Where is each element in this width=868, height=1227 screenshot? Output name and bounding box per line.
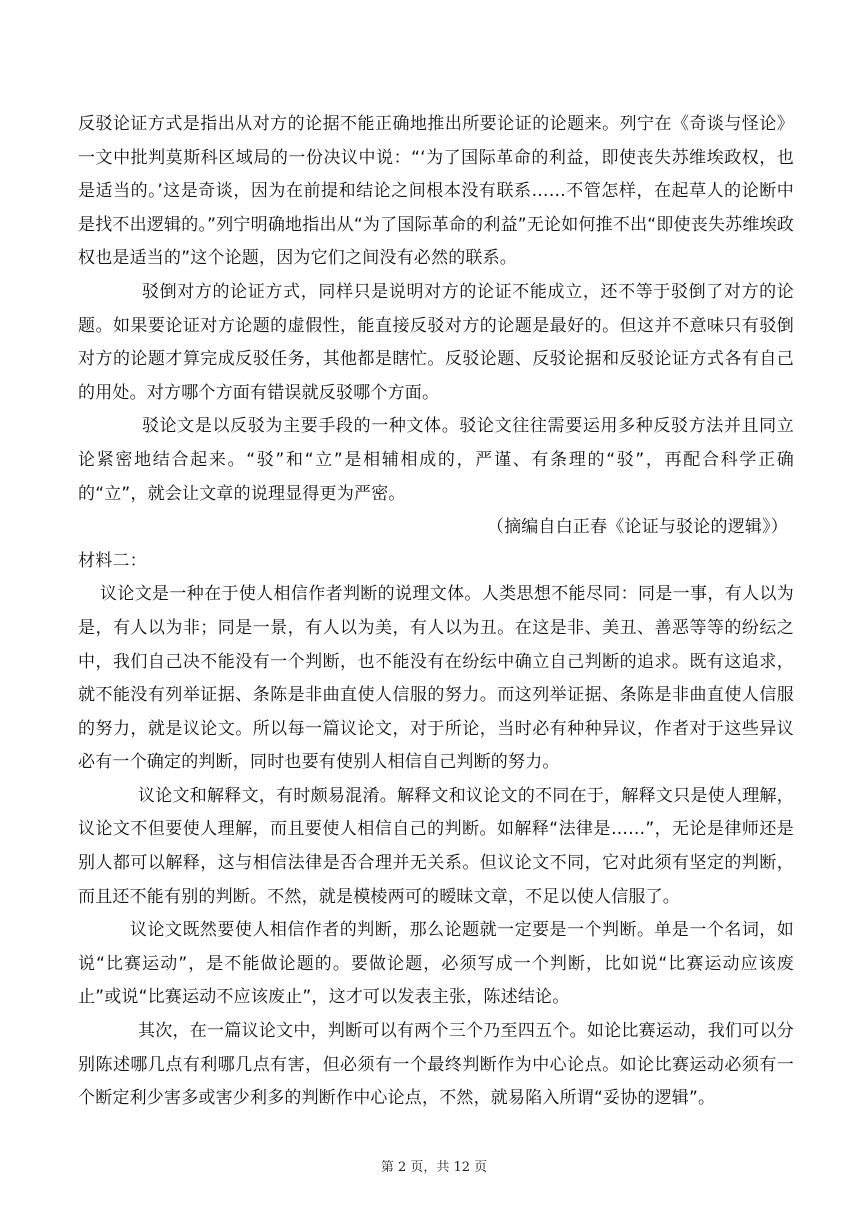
paragraph-refutation-essay: 驳论文是以反驳为主要手段的一种文体。驳论文往往需要运用多种反驳方法并且同立论紧密地结合起来。“驳”和“立”是相辅相成的，严谨、有条理的“驳”，再配合科学正确的“立”，就会让文章的说理显得更为严密。 [78,416,794,504]
paragraph-argumentative-essay: 议论文是一种在于使人相信作者判断的说理文体。人类思想不能尽同：同是一事，有人以为是，有人以为非；同是一景，有人以为美，有人以为丑。在这是非、美丑、善恶等等的纷纭之中，我们自己决不能没有一个判断，也不能没有在纷纭中确立自己判断的追求。既有这追求，就不能没有列举证据、条陈是非曲直使人信服的努力。而这列举证据、条陈是非曲直使人信服的努力，就是议论文。所以每一篇议论文，对于所论，当时必有种种异议，作者对于这些异议必有一个确定的判断，同时也要有使别人相信自己判断的努力。 [78,584,794,773]
source-citation: （摘编自白正春《论证与驳论的逻辑》） [486,517,788,538]
paragraph-central-argument: 其次，在一篇议论文中，判断可以有两个三个乃至四五个。如论比赛运动，我们可以分别陈述哪几点有利哪几点有害，但必须有一个最终判断作为中心论点。如论比赛运动必须有一个断定利少害多或害少利多的判断作中心论点，不然，就易陷入所谓“妥协的逻辑”。 [78,1021,794,1109]
paragraph-refute-thesis: 驳倒对方的论证方式，同样只是说明对方的论证不能成立，还不等于驳倒了对方的论题。如果要论证对方论题的虚假性，能直接反驳对方的论题是最好的。但这并不意味只有驳倒对方的论题才算完成反驳任务，其他都是瞎忙。反驳论题、反驳论据和反驳论证方式各有自己的用处。对方哪个方面有错误就反驳哪个方面。 [78,281,794,403]
document-body [78,108,794,1116]
material-two-heading: 材料二： [78,550,147,571]
paragraph-thesis-as-judgment: 议论文既然要使人相信作者的判断，那么论题就一定要是一个判断。单是一个名词，如说“比赛运动”，是不能做论题的。要做论题，必须写成一个判断，比如说“比赛运动应该废止”或说“比赛运动不应该废止”，这才可以发表主张，陈述结论。 [78,920,794,1008]
paragraph-essay-vs-explanation: 议论文和解释文，有时颇易混淆。解释文和议论文的不同在于，解释文只是使人理解，议论文不但要使人理解，而且要使人相信自己的判断。如解释“法律是……”，无论是律师还是别人都可以解释，这与相信法律是否合理并无关系。但议论文不同，它对此须有坚定的判断，而且还不能有别的判断。不然，就是模棱两可的暧昧文章，不足以使人信服了。 [78,785,794,907]
page-number-footer: 第 2 页，共 12 页 [380,1160,488,1175]
paragraph-refute-argument-method: 反驳论证方式是指出从对方的论据不能正确地推出所要论证的论题来。列宁在《奇谈与怪论》一文中批判莫斯科区域局的一份决议中说：“‘为了国际革命的利益，即使丧失苏维埃政权，也是适当的。’这是奇谈，因为在前提和结论之间根本没有联系……不管怎样，在起草人的论断中是找不出逻辑的。”列宁明确地指出从“为了国际革命的利益”无论如何推不出“即使丧失苏维埃政权也是适当的”这个论题，因为它们之间没有必然的联系。 [78,114,794,269]
